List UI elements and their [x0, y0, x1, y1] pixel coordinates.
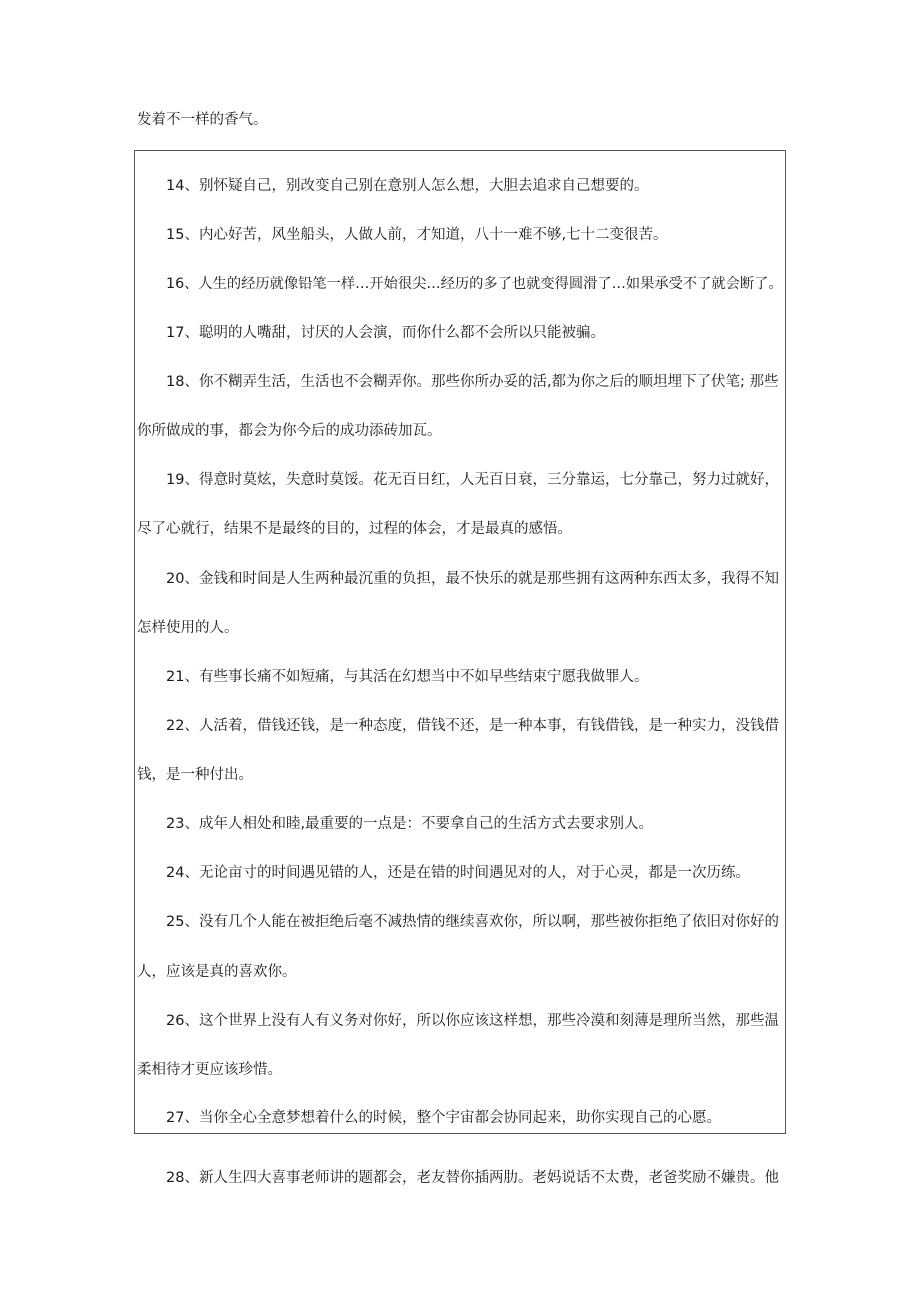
item-25-line-2: 人，应该是真的喜欢你。: [137, 964, 297, 980]
item-18-line-1: 18、你不糊弄生活，生活也不会糊弄你。那些你所办妥的活,都为你之后的顺坦埋下了伏笔; 那些: [166, 374, 779, 390]
item-22-line-2: 钱，是一种付出。: [137, 767, 253, 783]
item-24-line-1: 24、无论亩寸的时间遇见错的人，还是在错的时间遇见对的人，对于心灵，都是一次历练。: [166, 865, 750, 881]
item-23-line-1: 23、成年人相处和睦,最重要的一点是：不要拿自己的生活方式去要求别人。: [166, 816, 654, 832]
item-16-line-1: 16、人生的经历就像铅笔一样…开始很尖…经历的多了也就变得圆滑了…如果承受不了就会断了。: [166, 276, 783, 292]
item-25-line-1: 25、没有几个人能在被拒绝后毫不减热情的继续喜欢你，所以啊，那些被你拒绝了依旧对你好的: [166, 914, 779, 930]
item-27-line-1: 27、当你全心全意梦想着什么的时候，整个宇宙都会协同起来，助你实现自己的心愿。: [166, 1110, 721, 1126]
item-19-line-1: 19、得意时莫炫，失意时莫馁。花无百日红，人无百日衰，三分靠运，七分靠己，努力过就好，: [166, 472, 779, 488]
item-26-line-2: 柔相待才更应该珍惜。: [137, 1062, 282, 1078]
item-19-line-2: 尽了心就行，结果不是最终的目的，过程的体会，才是最真的感悟。: [137, 521, 572, 537]
item-20-line-1: 20、金钱和时间是人生两种最沉重的负担，最不快乐的就是那些拥有这两种东西太多，我得不知: [166, 571, 779, 587]
item-26-line-1: 26、这个世界上没有人有义务对你好，所以你应该这样想，那些冷漠和刻薄是理所当然，那些温: [166, 1013, 779, 1029]
item-20-line-2: 怎样使用的人。: [137, 620, 239, 636]
item-18-line-2: 你所做成的事，都会为你今后的成功添砖加瓦。: [137, 423, 442, 439]
item-28-line-1: 28、新人生四大喜事老师讲的题都会，老友替你插两肋。老妈说话不太费，老爸奖励不嫌贵。他: [166, 1170, 779, 1186]
item-14-line-1: 14、别怀疑自己，别改变自己别在意别人怎么想，大胆去追求自己想要的。: [166, 178, 649, 194]
quote-box: [134, 150, 786, 1134]
item-22-line-1: 22、人活着，借钱还钱，是一种态度，借钱不还，是一种本事，有钱借钱，是一种实力，没钱借: [166, 718, 779, 734]
item-17-line-1: 17、聪明的人嘴甜，讨厌的人会演，而你什么都不会所以只能被骗。: [166, 325, 605, 341]
item-15-line-1: 15、内心好苦，风坐船头，人做人前，才知道，八十一难不够,七十二变很苦。: [166, 227, 668, 243]
intro-tail-text: 发着不一样的香气。: [137, 112, 268, 128]
item-21-line-1: 21、有些事长痛不如短痛，与其活在幻想当中不如早些结束宁愿我做罪人。: [166, 669, 649, 685]
